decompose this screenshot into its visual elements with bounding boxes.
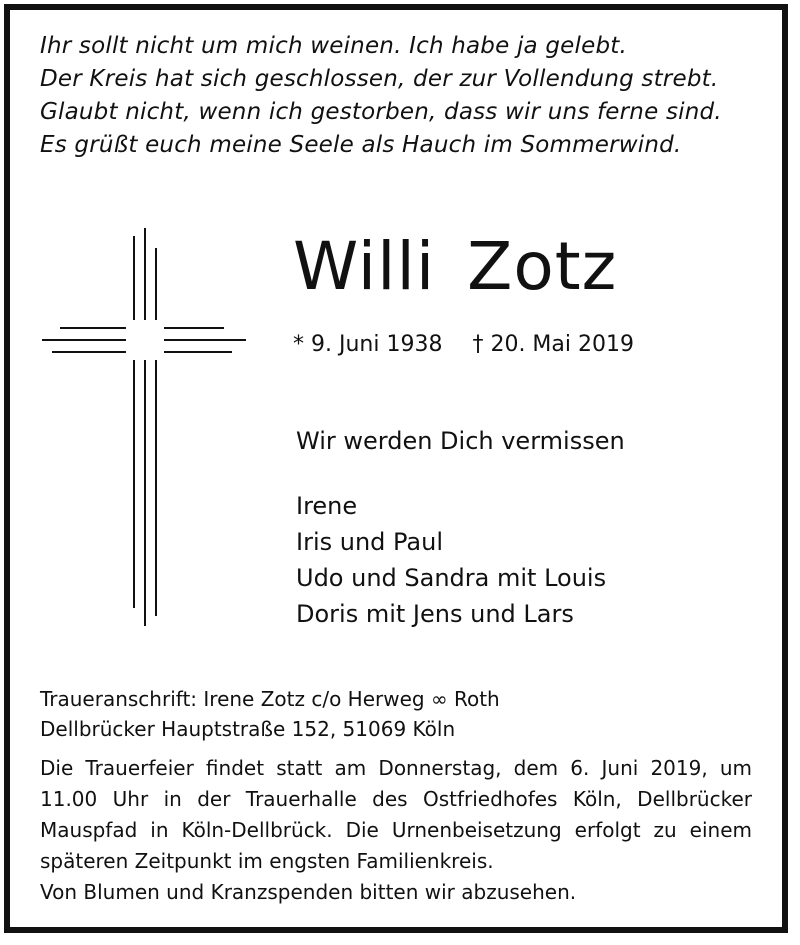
poem-line: Es grüßt euch meine Seele als Hauch im Sommerwind. bbox=[40, 132, 682, 158]
mourning-address bbox=[40, 684, 500, 744]
poem-line: Ihr sollt nicht um mich weinen. Ich habe ja gelebt. bbox=[40, 33, 627, 59]
ceremony-closing: Von Blumen und Kranzspenden bitten wir abzusehen. bbox=[40, 880, 577, 904]
mourner-entry: Udo und Sandra mit Louis bbox=[296, 564, 607, 592]
ceremony-info bbox=[40, 753, 752, 908]
mourners-list bbox=[296, 488, 606, 632]
death-date: † 20. Mai 2019 bbox=[472, 332, 634, 357]
farewell-message: Wir werden Dich vermissen bbox=[296, 427, 625, 455]
poem-line: Der Kreis hat sich geschlossen, der zur Vollendung strebt. bbox=[40, 66, 719, 92]
mourner-entry: Iris und Paul bbox=[296, 528, 444, 556]
address-line: Dellbrücker Hauptstraße 152, 51069 Köln bbox=[40, 717, 456, 741]
life-dates bbox=[293, 330, 634, 360]
deceased-name: Willi Zotz bbox=[293, 228, 618, 305]
address-line: Traueranschrift: Irene Zotz c/o Herweg ∞ Roth bbox=[40, 687, 500, 711]
birth-date: * 9. Juni 1938 bbox=[293, 332, 443, 357]
ceremony-text: Die Trauerfeier findet statt am Donnerstag, dem 6. Juni 2019, um 11.00 Uhr in der Trauerhalle des Ostfriedhofes Köln, Dellbrücker Mauspfad in Köln-Dellbrück. Die Urnenbeisetzung erfolgt zu einem späteren Zeitpunkt im engsten Familienkreis. bbox=[40, 756, 752, 873]
cross-icon bbox=[36, 228, 246, 628]
poem-line: Glaubt nicht, wenn ich gestorben, dass wir uns ferne sind. bbox=[40, 99, 722, 125]
poem bbox=[40, 30, 722, 162]
mourner-entry: Doris mit Jens und Lars bbox=[296, 600, 574, 628]
mourner-entry: Irene bbox=[296, 492, 358, 520]
